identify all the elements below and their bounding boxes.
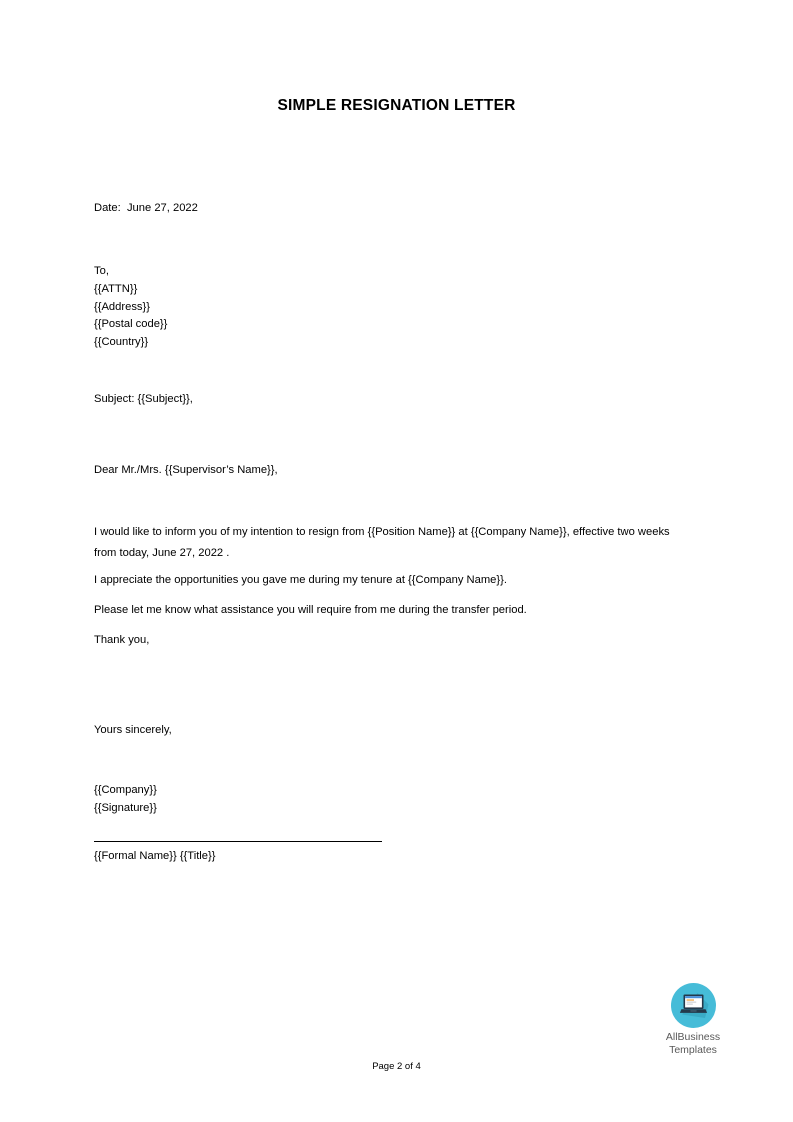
signature-block	[94, 782, 157, 818]
subject-line: Subject: {{Subject}},	[94, 393, 193, 405]
recipient-attn: {{ATTN}}	[94, 282, 138, 295]
recipient-address: {{Address}}	[94, 300, 150, 313]
body-paragraph-4: Thank you,	[94, 634, 150, 646]
body-paragraph-1: I would like to inform you of my intention to resign from {{Position Name}} at {{Company Name}}, effective two weeks from today, June 27, 2022 .	[94, 526, 670, 559]
laptop-icon-svg	[671, 983, 716, 1028]
closing-line: Yours sincerely,	[94, 724, 172, 736]
page-footer: Page 2 of 4	[372, 1061, 421, 1072]
recipient-postal-code: {{Postal code}}	[94, 318, 168, 331]
logo-wordmark-line1: AllBusiness	[665, 1031, 721, 1043]
body-paragraph-2: I appreciate the opportunities you gave me during my tenure at {{Company Name}}.	[94, 574, 507, 586]
salutation-line: Dear Mr./Mrs. {{Supervisor’s Name}},	[94, 464, 278, 476]
body-paragraph-3: Please let me know what assistance you will require from me during the transfer period.	[94, 604, 527, 616]
date-line: Date: June 27, 2022	[94, 202, 198, 214]
logo-wordmark-line2: Templates	[669, 1043, 717, 1056]
recipient-address-block	[94, 263, 167, 352]
page-title: SIMPLE RESIGNATION LETTER	[277, 97, 516, 114]
signature-rule	[94, 841, 382, 842]
signature-formal-name: {{Formal Name}} {{Title}}	[94, 850, 216, 862]
signature-field: {{Signature}}	[94, 801, 157, 814]
logo-wordmark	[655, 1031, 731, 1056]
allbusiness-templates-logo	[655, 983, 731, 1056]
recipient-country: {{Country}}	[94, 336, 149, 349]
laptop-icon	[671, 983, 716, 1028]
signature-company: {{Company}}	[94, 784, 157, 796]
recipient-to-label: To,	[94, 265, 109, 277]
